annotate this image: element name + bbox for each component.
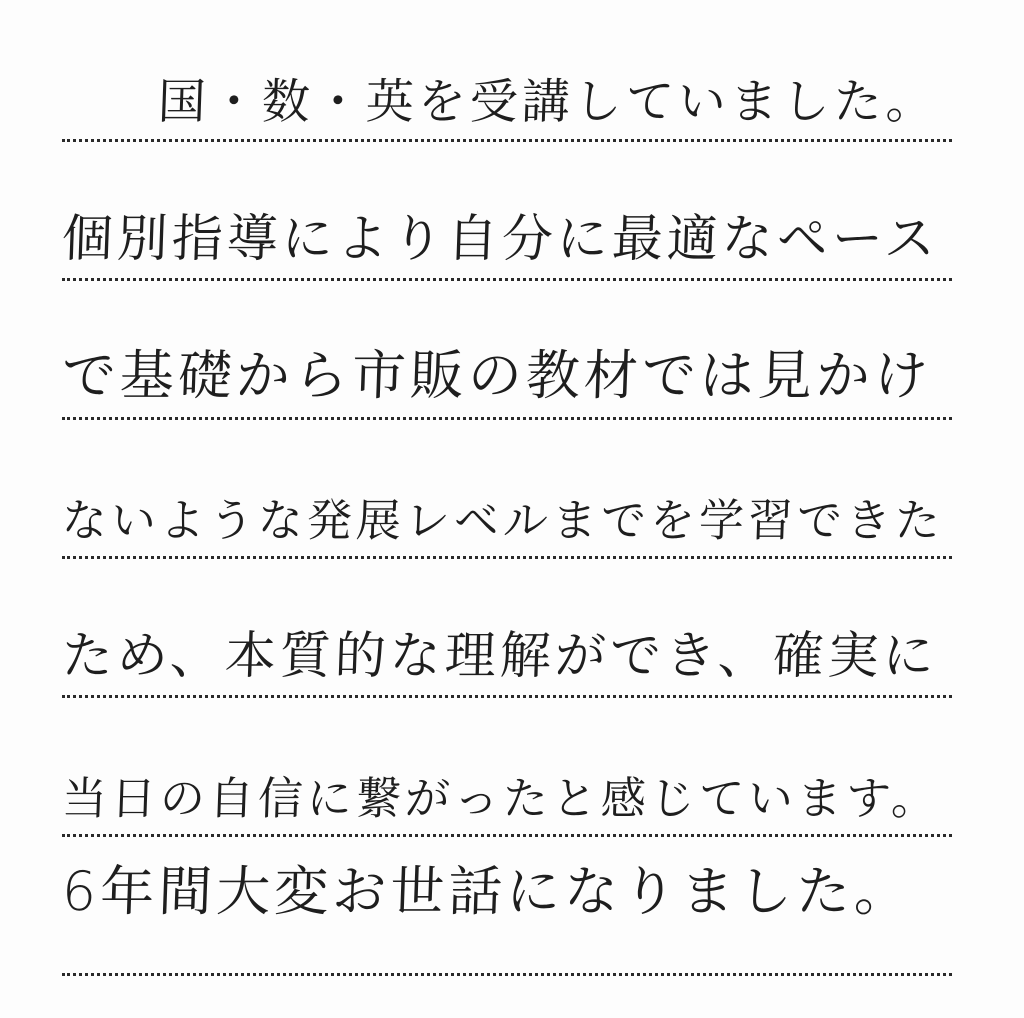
note-line-text: ないような発展レベルまでを学習できた — [60, 494, 945, 547]
note-line-5 — [62, 560, 952, 698]
dotted-rule — [62, 139, 952, 142]
dotted-rule — [62, 417, 952, 420]
dotted-rule — [62, 973, 952, 976]
note-line-text: 個別指導により自分に最適なペース — [60, 210, 941, 269]
note-line-text: 6年間大変お世話になりました。 — [60, 860, 914, 923]
note-line-4 — [62, 421, 952, 559]
dotted-rule — [62, 834, 952, 837]
dotted-rule — [62, 278, 952, 281]
note-line-6 — [62, 699, 952, 837]
note-line-1 — [62, 4, 952, 142]
note-line-text: で基礎から市販の教材では見かけ — [60, 344, 933, 407]
note-line-text: ため、本質的な理解ができ、確実に — [60, 627, 939, 686]
note-line-3 — [62, 282, 952, 420]
note-line-text: 国・数・英を受講していました。 — [156, 74, 939, 130]
dotted-rule — [62, 556, 952, 559]
dotted-rule — [62, 695, 952, 698]
note-line-7 — [62, 838, 952, 976]
note-line-2 — [62, 143, 952, 281]
note-line-text: 当日の自信に繋がったと感じています。 — [60, 772, 942, 825]
